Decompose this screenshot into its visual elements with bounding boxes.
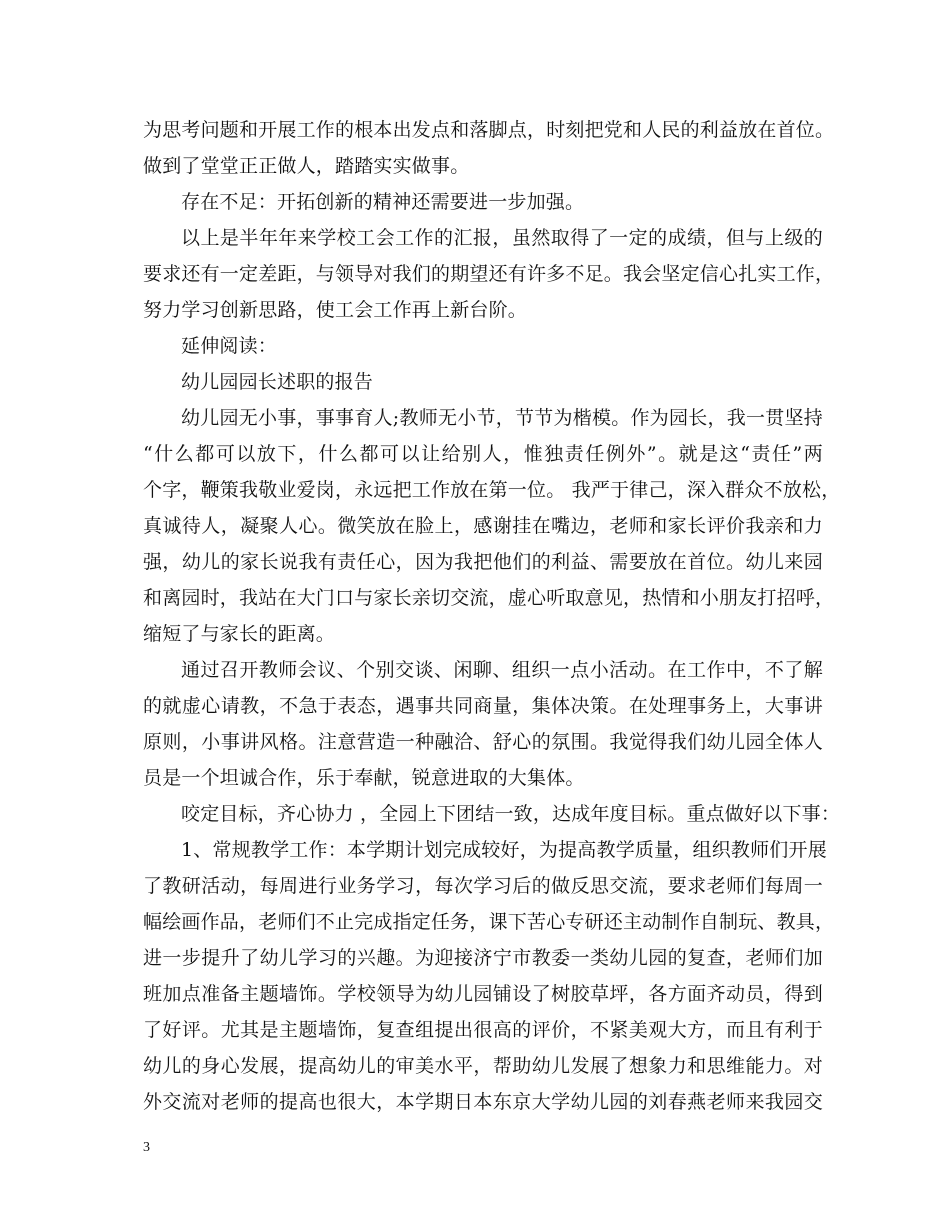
text-line: 努力学习创新思路，使工会工作再上新台阶。 — [143, 299, 528, 321]
text-line: 真诚待人，凝聚人心。微笑放在脸上，感谢挂在嘴边，老师和家长评价我亲和力 — [143, 515, 823, 537]
text-line: 和离园时，我站在大门口与家长亲切交流，虚心听取意见，热情和小朋友打招呼， — [143, 587, 835, 609]
text-line: 通过召开教师会议、个别交谈、闲聊、组织一点小活动。在工作中，不了解 — [181, 659, 823, 681]
text-line: 存在不足：开拓创新的精神还需要进一步加强。 — [181, 191, 585, 213]
text-line: 延伸阅读： — [181, 335, 278, 357]
text-line: 员是一个坦诚合作，乐于奉献，锐意进取的大集体。 — [143, 767, 585, 789]
text-line: 幅绘画作品，老师们不止完成指定任务，课下苦心专研还主动制作自制玩、教具， — [143, 911, 835, 933]
page-number: 3 — [143, 1140, 150, 1155]
text-line: 做到了堂堂正正做人，踏踏实实做事。 — [143, 155, 470, 177]
text-line: 幼儿的身心发展，提高幼儿的审美水平，帮助幼儿发展了想象力和思维能力。对 — [143, 1055, 823, 1077]
text-line: 原则，小事讲风格。注意营造一种融洽、舒心的氛围。我觉得我们幼儿园全体人 — [143, 731, 823, 753]
text-line: 了好评。尤其是主题墙饰，复查组提出很高的评价，不紧美观大方，而且有利于 — [143, 1019, 823, 1041]
text-line: 进一步提升了幼儿学习的兴趣。为迎接济宁市教委一类幼儿园的复查，老师们加 — [143, 947, 823, 969]
text-line: 班加点准备主题墙饰。学校领导为幼儿园铺设了树胶草坪，各方面齐动员，得到 — [143, 983, 823, 1005]
text-line: 1、常规教学工作：本学期计划完成较好，为提高教学质量，组织教师们开展 — [181, 839, 827, 861]
text-line: 为思考问题和开展工作的根本出发点和落脚点，时刻把党和人民的利益放在首位。 — [143, 119, 835, 141]
section-title: 幼儿园园长述职的报告 — [181, 371, 374, 393]
text-line: 个字，鞭策我敬业爱岗，永远把工作放在第一位。 我严于律己，深入群众不放松， — [143, 479, 841, 501]
text-line: 了教研活动，每周进行业务学习，每次学习后的做反思交流，要求老师们每周一 — [143, 875, 823, 897]
text-line: 咬定目标，齐心协力 ，全园上下团结一致，达成年度目标。重点做好以下事： — [181, 803, 841, 825]
text-line: 以上是半年年来学校工会工作的汇报，虽然取得了一定的成绩，但与上级的 — [181, 227, 823, 249]
text-line: 强，幼儿的家长说我有责任心，因为我把他们的利益、需要放在首位。幼儿来园 — [143, 551, 823, 573]
text-line: 幼儿园无小事，事事育人;教师无小节，节节为楷模。作为园长，我一贯坚持 — [181, 407, 823, 429]
text-line: “什么都可以放下，什么都可以让给别人，惟独责任例外”。就是这“责任”两 — [143, 443, 823, 465]
text-line: 外交流对老师的提高也很大，本学期日本东京大学幼儿园的刘春燕老师来我园交 — [143, 1091, 823, 1113]
text-line: 要求还有一定差距，与领导对我们的期望还有许多不足。我会坚定信心扎实工作， — [143, 263, 835, 285]
text-line: 缩短了与家长的距离。 — [143, 623, 336, 645]
text-line: 的就虚心请教，不急于表态，遇事共同商量，集体决策。在处理事务上，大事讲 — [143, 695, 823, 717]
